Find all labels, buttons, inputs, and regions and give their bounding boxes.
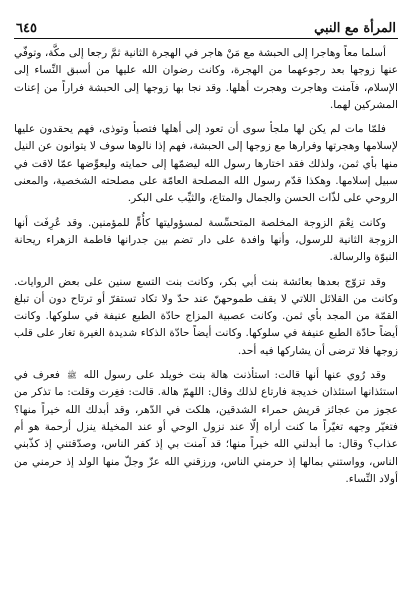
page-number: ٦٤٥ xyxy=(16,21,37,36)
page-body xyxy=(14,45,398,488)
running-title: المرأة مع النبي xyxy=(314,21,396,36)
paragraph-2: فلمّا مات لم يكن لها ملجأ سوى أن تعود إلى أهلها فتصبأ وتوذى، فهم يحقدون عليها لإسلامها وهجرتها وفرارها مع زوجها إلى الحبشة، فهم إذا نالوها سوف لا يتوانون عن النيل منها بأي ثمن، ولذلك فقد اختارها رسول الله ليضمّها إلى حمايته وليعوِّضها عمّا لاقت في سبيل إسلامها. وهكذا قدّم رسول الله المصلحة العامّة على مصلحته الشخصية، والمعنى الروحي على لذّات الحسن والجمال والمتاع، والثيِّب على البكر. xyxy=(14,123,398,205)
page-header xyxy=(14,10,398,38)
paragraph-3: وكانت نِعْمَ الزوجة المخلصة المتحسِّسة لمسؤوليتها كأُمٍّ للمؤمنين. وقد عُرِفَت أنها الزوجة الثانية للرسول، وأنها وافدة على دار تضم بين جدرانها فاطمة الزهراء ريحانة النبوّة والرسالة. xyxy=(14,216,398,264)
header-rule xyxy=(14,38,398,39)
paragraph-1: أسلما معاً وهاجرا إلى الحبشة مع مَنْ هاجر في الهجرة الثانية ثمَّ رجعا إلى مكَّة، وتوفّي عنها زوجها بعد رجوعهما من الهجرة، وكانت رضوان الله عليها من أسبق النِّساء إلى الإسلام، فآمنت وهاجرت وهجرت أهلها. وقد نجا بها زوجها إلى الحبشة فراراً من إعنات المشركين لهما. xyxy=(14,47,398,111)
paragraph-4: وقد تزوّج بعدها بعائشة بنت أبي بكر، وكانت بنت التسع سنين على بعض الروايات. وكانت من القلائل اللاتي لا يقف طموحهنّ عند حدّ ولا تكاد تستقرّ أو ترتاح دون أن تبلغ القمّة من المجد بأي ثمن. وكانت عصبية المزاج حادّة الطبع عنيفة في سلوكها. وكانت أيضاً حادّة الطبع عنيفة في سلوكها. وكانت أيضاً حادّة الذكاء شديدة الغيرة تغار على قلب زوجها فلا ترضى أن يشاركها فيه أحد. xyxy=(14,275,398,357)
paragraph-5: وقد رُوي عنها أنها قالت: استأذنت هالة بنت خويلد على رسول الله ﷺ فعرف في استئذانها استئذان خديجة فارتاع لذلك وقال: اللهمّ هالة. قالت: فغِرت وقلت: ما تذكر من عجوز من عجائز قريش حمراء الشدقين، هلكت في الدّهر، وقد أبدلك الله خيراً منها؟ فتغيّر وجهه تغيّراً ما كنت أراه إلّا عند نزول الوحي أو عند المخيلة ينزل أرحمة هو أم عذاب؟ وقال: ما أبدلني الله خيراً منها؛ قد آمنت بي إذ كفر الناس، وصدّقتني إذ كذّبني الناس، وواستني بمالها إذ حرمني الناس، ورزقني الله عزّ وجلّ منها الولد إذ حرمني من أولاد النِّساء. xyxy=(14,369,398,485)
honorific-symbol: ﷺ xyxy=(66,371,77,381)
